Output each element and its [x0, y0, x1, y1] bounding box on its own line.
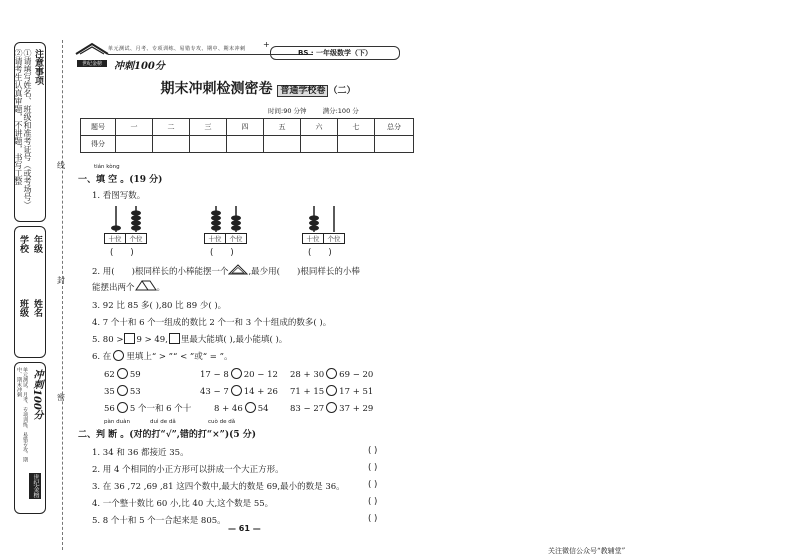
field-name[interactable]: 姓名 [32, 299, 42, 317]
page-number: — 61 — [228, 524, 261, 533]
note-1: ①请填写姓名、班级和准考证号（或考场号） [23, 49, 32, 209]
sidebar-brand-box [14, 362, 46, 514]
answer-blank[interactable] [115, 267, 132, 277]
square-icon [169, 333, 180, 344]
sidebar-brand-sub: 世纪金榜 [29, 473, 41, 499]
cut-line [62, 40, 63, 550]
compare-right: 37 + 29 [339, 404, 374, 414]
abacus-label [204, 233, 247, 244]
q2-text-f: 。 [156, 283, 166, 293]
compare-right: 59 [129, 370, 141, 380]
score-header-cell: 二 [153, 119, 190, 136]
q2-line1 [92, 264, 360, 277]
score-header-cell: 七 [338, 119, 375, 136]
notes-title: 注意事项 [33, 49, 43, 85]
compare-left: 62 [104, 370, 115, 380]
compare-left: 35 [104, 387, 115, 397]
answer-blank[interactable] [280, 267, 297, 277]
compare-circle[interactable] [117, 402, 128, 413]
q6-line [92, 350, 232, 362]
q2-text-d: )根同样长的小棒 [297, 267, 360, 277]
student-info-box [14, 226, 46, 358]
compare-right: 17 + 51 [339, 387, 374, 397]
compare-circle[interactable] [117, 385, 128, 396]
score-table [80, 118, 414, 153]
q5-text-c: 里最大能填( ),最小能填( )。 [180, 335, 288, 345]
header-banner: 单元测试、月考、专项训练、易错专攻、期中、期末冲刺 [108, 46, 313, 55]
compare-item [200, 385, 278, 397]
field-class[interactable]: 班级 [18, 299, 28, 317]
q6-text-a: 6. 在 [92, 352, 112, 362]
compare-right: 53 [129, 387, 141, 397]
score-cell[interactable] [264, 136, 301, 153]
score-header-cell: 五 [264, 119, 301, 136]
sidebar-brand: 冲刺100分 [31, 369, 42, 420]
compare-item [290, 385, 373, 397]
score-cell[interactable] [301, 136, 338, 153]
section1-pinyin: tián kòng [94, 164, 120, 170]
score-cell[interactable] [375, 136, 414, 153]
field-school[interactable]: 学校 [18, 235, 28, 253]
note-2: ②请考生认真审题，不讲题，书写工整 [14, 49, 23, 185]
score-cell[interactable] [153, 136, 190, 153]
abacus-icon [302, 204, 346, 234]
score-header-cell: 题号 [81, 119, 116, 136]
judge-answer-blank[interactable]: ( ) [368, 446, 378, 456]
judge-answer-blank[interactable]: ( ) [368, 480, 378, 490]
answer-blank[interactable]: ( ) [110, 248, 134, 258]
compare-item [290, 368, 373, 380]
compare-right: 20 − 12 [243, 370, 278, 380]
time-limit: 时间:90 分钟 [268, 107, 307, 115]
judge-item: 1. 34 和 36 都接近 35。 [92, 448, 189, 458]
compare-circle[interactable] [231, 368, 242, 379]
grade-tag: BS · 一年级数学（下） [270, 46, 400, 60]
judge-answer-blank[interactable]: ( ) [368, 514, 378, 524]
score-cell[interactable] [190, 136, 227, 153]
double-triangle-icon [135, 280, 157, 291]
ones-label: 个位 [229, 235, 243, 243]
section2-title: 二、判 断 。(对的打“√”,错的打“×”)(5 分) [78, 430, 256, 440]
brand-sub: 世纪金榜 [77, 60, 107, 67]
compare-circle[interactable] [245, 402, 256, 413]
score-header-cell: 一 [116, 119, 153, 136]
section2-pinyin-1: pàn duàn [104, 419, 130, 425]
q4-text: 4. 7 个十和 6 个一组成的数比 2 个一和 3 个十组成的数多( )。 [92, 318, 332, 328]
compare-left: 17 − 8 [200, 370, 229, 380]
title-main: 期末冲刺检测密卷 [160, 81, 273, 97]
brand-logo [72, 40, 112, 67]
tens-label: 十位 [205, 234, 226, 243]
compare-item [104, 402, 191, 414]
compare-left: 83 − 27 [290, 404, 325, 414]
abacus-label [104, 233, 147, 244]
brand-name: 冲刺100分 [114, 61, 165, 72]
score-cell[interactable] [227, 136, 264, 153]
score-label-cell: 得分 [81, 136, 116, 153]
score-cell[interactable] [116, 136, 153, 153]
compare-item [200, 368, 278, 380]
q6-text-b: 里填上“ > ”“ < ”或“ = ”。 [126, 352, 233, 362]
compare-left: 56 [104, 404, 115, 414]
page-title [108, 78, 408, 98]
title-tag: 普通学校卷 [277, 85, 328, 97]
judge-answer-blank[interactable]: ( ) [368, 463, 378, 473]
score-header-cell: 六 [301, 119, 338, 136]
compare-item [214, 402, 269, 414]
compare-right: 69 − 20 [339, 370, 374, 380]
q5-line [92, 333, 287, 345]
q3-text: 3. 92 比 85 多( ),80 比 89 少( )。 [92, 301, 227, 311]
section1-title: 一、填 空 。(19 分) [78, 175, 163, 185]
full-score: 满分:100 分 [322, 107, 359, 115]
score-cell[interactable] [338, 136, 375, 153]
ones-label: 个位 [129, 235, 143, 243]
score-table-header-row [81, 119, 414, 136]
compare-circle[interactable] [231, 385, 242, 396]
score-table-score-row [81, 136, 414, 153]
mark-secret: 密 [57, 393, 65, 402]
q2-line2 [92, 280, 165, 293]
compare-right: 5 个一和 6 个十 [129, 404, 192, 414]
compare-left: 8 + 46 [214, 404, 243, 414]
compare-circle[interactable] [326, 402, 337, 413]
q5-text-b: 9 > 49, [136, 335, 168, 345]
abacus-icon [204, 204, 248, 234]
footer-note: 关注微信公众号“教辅堂” [548, 547, 626, 555]
q2-text-b: )根同样长的小棒能摆一个 [131, 267, 229, 277]
compare-circle[interactable] [326, 368, 337, 379]
answer-blank[interactable]: ( ) [308, 248, 332, 258]
time-line [268, 106, 400, 115]
ones-label: 个位 [327, 235, 341, 243]
notes-box [14, 42, 46, 222]
mark-seal: 封 [57, 276, 65, 285]
judge-item: 4. 一个整十数比 60 小,比 40 大,这个数是 55。 [92, 499, 274, 509]
compare-left: 28 + 30 [290, 370, 325, 380]
tens-label: 十位 [105, 234, 126, 243]
abacus-icon [104, 204, 148, 234]
compare-circle[interactable] [326, 385, 337, 396]
compare-right: 54 [257, 404, 269, 414]
compare-left: 71 + 15 [290, 387, 325, 397]
q5-text-a: 5. 80 > [92, 335, 124, 345]
book-icon [72, 40, 112, 56]
title-num: （二） [328, 86, 356, 96]
triangle-icon [228, 264, 248, 275]
compare-item [104, 385, 141, 397]
tens-label: 十位 [303, 234, 324, 243]
plus-icon: + [263, 40, 270, 49]
answer-blank[interactable]: ( ) [210, 248, 234, 258]
score-header-cell: 四 [227, 119, 264, 136]
score-header-cell: 三 [190, 119, 227, 136]
judge-item: 2. 用 4 个相同的小正方形可以拼成一个大正方形。 [92, 465, 284, 475]
field-grade[interactable]: 年级 [32, 235, 42, 253]
compare-item [104, 368, 141, 380]
abacus-label [302, 233, 345, 244]
q2-text-c: ,最少用( [248, 267, 281, 277]
compare-circle[interactable] [117, 368, 128, 379]
q2-text-a: 2. 用( [92, 267, 115, 277]
q2-text-e: 能摆出两个 [92, 283, 135, 293]
section2-pinyin-3: cuò de dǎ [208, 419, 236, 425]
q1-text: 1. 看图写数。 [92, 191, 146, 201]
square-blank[interactable] [124, 333, 135, 344]
sidebar-brand-desc: 单元测试、月考、专项训练、易错专攻、期中、期末冲刺 [16, 367, 28, 462]
compare-item [290, 402, 373, 414]
judge-answer-blank[interactable]: ( ) [368, 497, 378, 507]
section2-pinyin-2: duì de dǎ [150, 419, 176, 425]
circle-icon [113, 350, 124, 361]
judge-item: 5. 8 个十和 5 个一合起来是 805。 [92, 516, 226, 526]
compare-left: 43 − 7 [200, 387, 229, 397]
compare-right: 14 + 26 [243, 387, 278, 397]
mark-line: 线 [57, 161, 65, 170]
score-header-cell: 总分 [375, 119, 414, 136]
judge-item: 3. 在 36 ,72 ,69 ,81 这四个数中,最大的数是 69,最小的数是 36。 [92, 482, 345, 492]
